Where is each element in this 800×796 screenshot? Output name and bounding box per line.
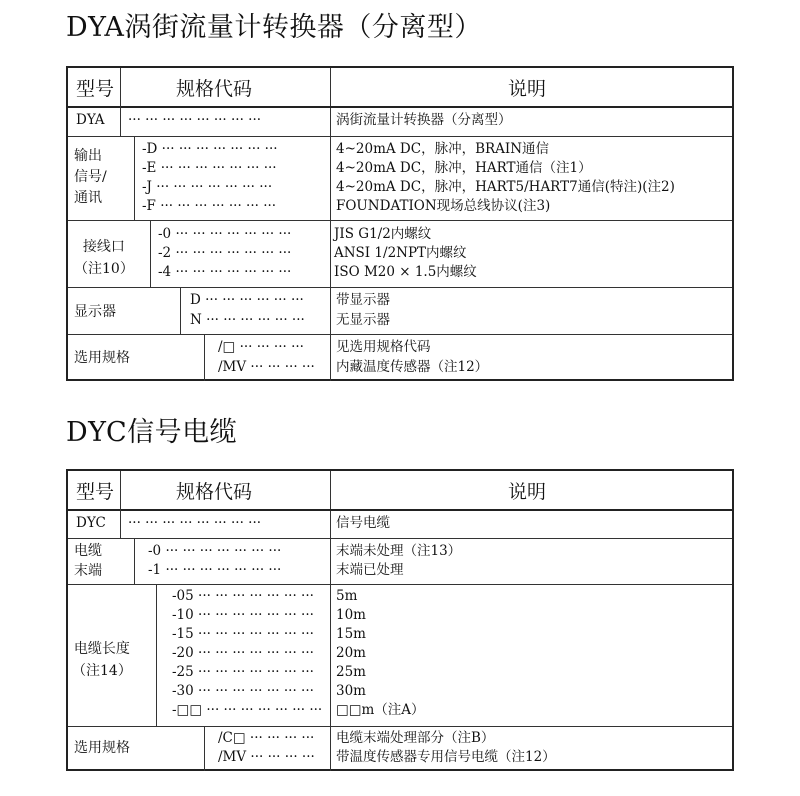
dya-output-desc: FOUNDATION现场总线协议(注3) [336,198,551,214]
dya-output-code: -E ··· ··· ··· ··· ··· ··· ··· [142,160,277,176]
dya-display-desc: 带显示器 [336,292,390,308]
dyc-base-desc: 信号电缆 [336,515,390,531]
divider [204,726,205,771]
dya-output-desc: 4~20mA DC，脉冲，BRAIN通信 [336,141,550,157]
divider [150,220,151,287]
dya-header-model: 型号 [76,78,115,100]
divider [68,220,732,221]
divider [204,334,205,381]
dya-header-code: 规格代码 [176,78,253,100]
dyc-base-code: ··· ··· ··· ··· ··· ··· ··· ··· [128,515,262,531]
dya-display-code: N ··· ··· ··· ··· ··· ··· [190,312,305,328]
dyc-length-desc: 15m [336,626,366,642]
dya-header-desc: 说明 [508,78,547,100]
dya-options-label: 选用规格 [74,350,130,366]
dyc-term-code: -1 ··· ··· ··· ··· ··· ··· ··· [148,562,282,578]
dyc-length-code: -10 ··· ··· ··· ··· ··· ··· ··· [172,607,314,623]
dyc-options-code: /C□ ··· ··· ··· ··· [218,730,315,746]
dyc-term-desc: 末端已处理 [336,562,404,578]
divider [156,584,157,726]
dyc-options-code: /MV ··· ··· ··· ··· [218,749,315,765]
dya-output-code: -D ··· ··· ··· ··· ··· ··· ··· [142,141,278,157]
dyc-options-desc: 带温度传感器专用信号电缆（注12） [336,749,556,765]
dyc-length-code: -05 ··· ··· ··· ··· ··· ··· ··· [172,588,314,604]
dyc-title: DYC信号电缆 [66,417,238,448]
dyc-header-desc: 说明 [508,481,547,503]
divider [68,726,732,727]
divider [68,287,732,288]
dya-output-code: -J ··· ··· ··· ··· ··· ··· ··· [142,179,273,195]
dyc-options-label: 选用规格 [74,740,130,756]
dya-conn-desc: ISO M20 × 1.5内螺纹 [334,264,477,280]
dya-title: DYA涡街流量计转换器（分离型） [66,12,482,43]
divider [134,136,135,220]
dya-options-code: /MV ··· ··· ··· ··· [218,359,315,375]
dyc-length-desc: 25m [336,664,366,680]
dyc-length-desc: 20m [336,645,366,661]
divider [120,106,121,136]
dyc-length-code: -25 ··· ··· ··· ··· ··· ··· ··· [172,664,314,680]
dya-output-label: 输出 信号/ 通讯 [74,148,107,206]
dya-display-desc: 无显示器 [336,312,390,328]
dyc-spec-table [66,469,734,771]
divider [180,287,181,334]
dya-options-code: /□ ··· ··· ··· ··· [218,339,304,355]
divider [68,584,732,585]
dya-conn-code: -4 ··· ··· ··· ··· ··· ··· ··· [158,264,292,280]
dyc-term-label: 电缆 末端 [74,543,102,579]
dyc-length-desc: □□m（注A） [336,702,425,718]
dya-output-desc: 4~20mA DC，脉冲，HART5/HART7通信(特注)(注2) [336,179,675,195]
divider [68,136,732,137]
dya-display-code: D ··· ··· ··· ··· ··· ··· [190,292,304,308]
divider [120,509,121,538]
dya-spec-table [66,66,734,381]
dyc-length-desc: 30m [336,683,366,699]
dya-base-code: ··· ··· ··· ··· ··· ··· ··· ··· [128,112,262,128]
dyc-length-code: -□□ ··· ··· ··· ··· ··· ··· ··· [172,702,323,718]
dyc-length-code: -20 ··· ··· ··· ··· ··· ··· ··· [172,645,314,661]
dyc-header-model: 型号 [76,481,115,503]
dya-output-desc: 4~20mA DC，脉冲，HART通信（注1） [336,160,592,176]
dyc-length-code: -30 ··· ··· ··· ··· ··· ··· ··· [172,683,314,699]
dya-conn-label: 接线口 （注10） [74,239,134,277]
divider [68,106,732,108]
dyc-length-desc: 10m [336,607,366,623]
dyc-term-code: -0 ··· ··· ··· ··· ··· ··· ··· [148,543,282,559]
dyc-length-code: -15 ··· ··· ··· ··· ··· ··· ··· [172,626,314,642]
dya-conn-desc: JIS G1/2内螺纹 [334,226,432,242]
divider [120,471,121,509]
divider [134,538,135,584]
dyc-options-desc: 电缆末端处理部分（注B） [336,730,495,746]
divider [68,509,732,511]
dyc-term-desc: 末端未处理（注13） [336,543,462,559]
divider [120,68,121,106]
dya-options-desc: 见选用规格代码 [336,339,431,355]
dya-output-code: -F ··· ··· ··· ··· ··· ··· ··· [142,198,277,214]
dyc-length-desc: 5m [336,588,358,604]
dya-options-desc: 内藏温度传感器（注12） [336,359,489,375]
dya-base-model: DYA [76,112,105,128]
dya-display-label: 显示器 [74,304,116,320]
dya-conn-code: -2 ··· ··· ··· ··· ··· ··· ··· [158,245,292,261]
dyc-base-model: DYC [76,515,106,531]
divider [68,538,732,539]
divider [68,334,732,335]
dyc-length-label: 电缆长度 （注14） [72,641,132,679]
dya-base-desc: 涡街流量计转换器（分离型） [336,112,512,128]
dya-conn-desc: ANSI 1/2NPT内螺纹 [334,245,467,261]
dya-conn-code: -0 ··· ··· ··· ··· ··· ··· ··· [158,226,292,242]
dyc-header-code: 规格代码 [176,481,253,503]
